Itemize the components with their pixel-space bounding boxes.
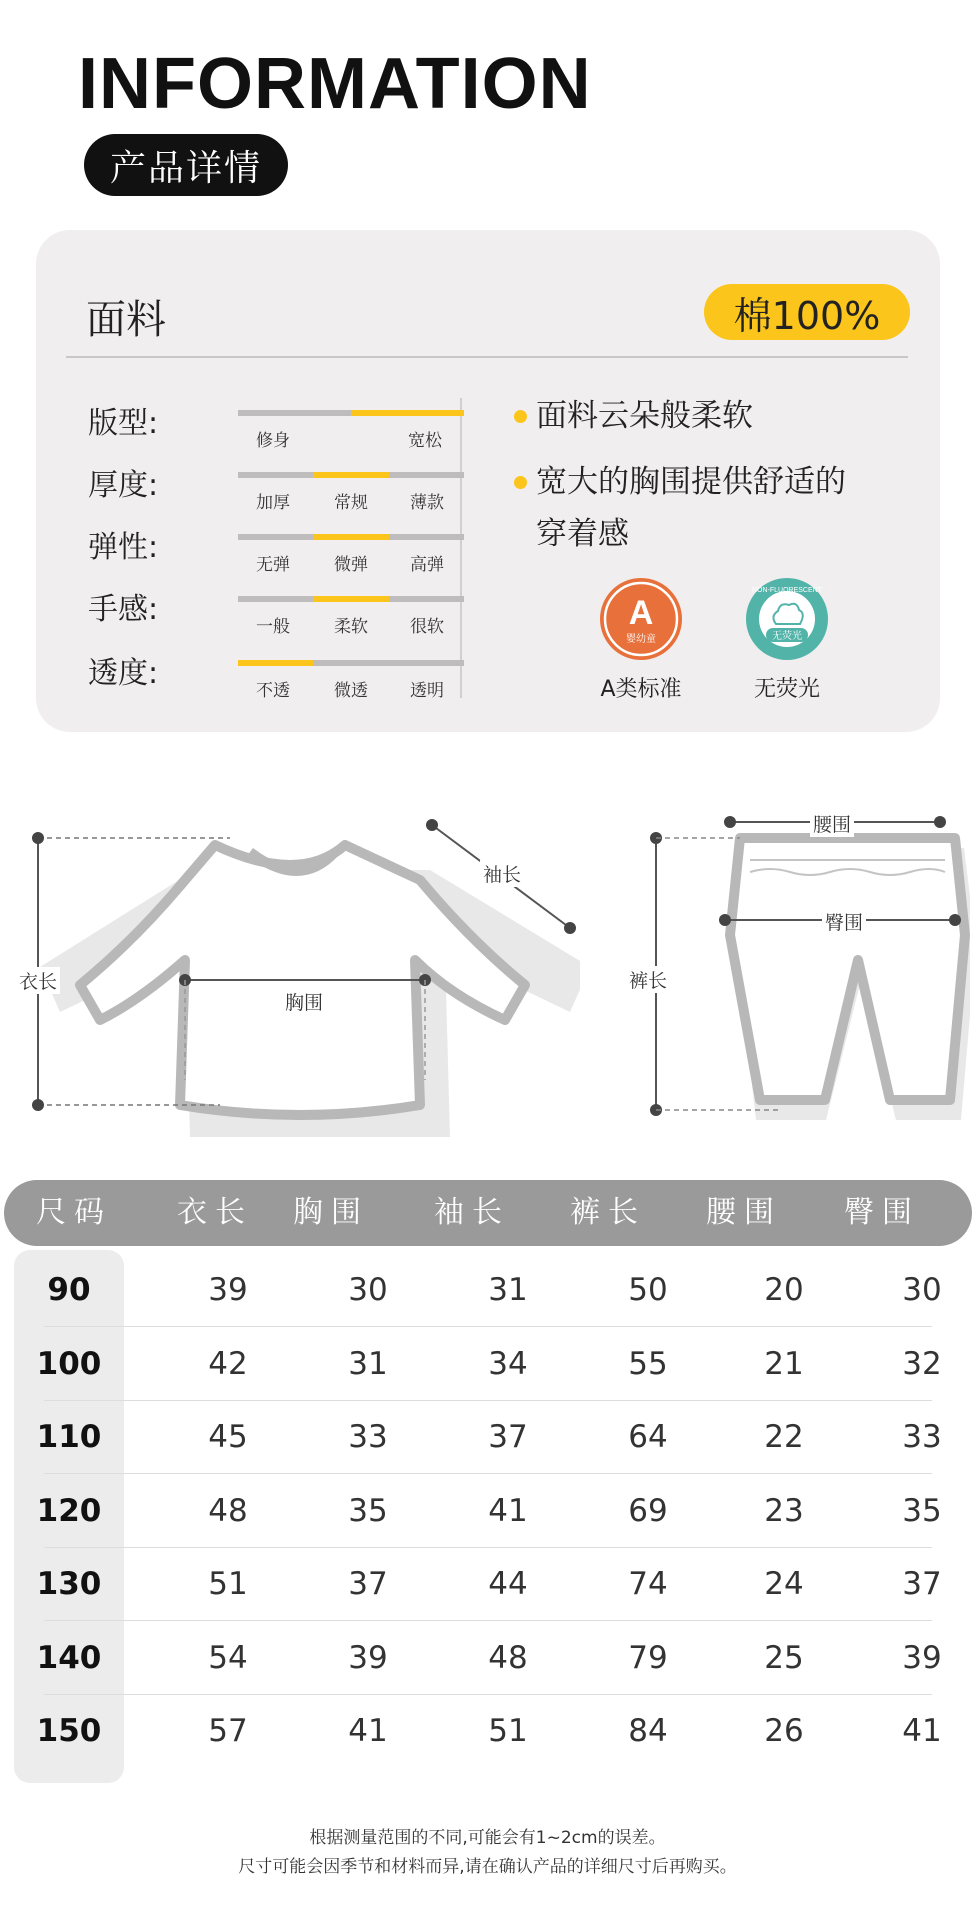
footnote: 根据测量范围的不同,可能会有1~2cm的误差。 xyxy=(309,1828,666,1848)
scale-segment xyxy=(238,534,313,540)
attribute-option: 无弹 xyxy=(256,555,290,575)
table-cell: 37 xyxy=(902,1566,942,1602)
badge-letter: A xyxy=(628,594,654,632)
size-cell: 150 xyxy=(36,1713,102,1749)
table-cell: 25 xyxy=(764,1639,804,1676)
table-cell: 41 xyxy=(902,1713,942,1749)
size-cell: 130 xyxy=(36,1566,102,1602)
table-row xyxy=(20,1475,942,1548)
attribute-options xyxy=(238,484,464,513)
attribute-transparency xyxy=(88,648,444,708)
scale-segment xyxy=(238,660,313,666)
scale-segment xyxy=(295,410,352,416)
attribute-option: 加厚 xyxy=(256,493,290,513)
table-cell: 21 xyxy=(764,1345,804,1382)
attribute-option: 宽松 xyxy=(408,431,442,451)
table-cell: 39 xyxy=(348,1639,388,1676)
table-cell: 79 xyxy=(628,1639,668,1676)
table-row xyxy=(20,1401,942,1474)
table-cell: 22 xyxy=(764,1419,804,1455)
cert-non-fluorescent xyxy=(722,578,852,703)
column-header: 胸围 xyxy=(293,1195,369,1230)
attribute-feel xyxy=(88,584,444,644)
bullet-dot xyxy=(514,476,527,489)
table-cell: 69 xyxy=(628,1492,668,1529)
scale-segment xyxy=(313,472,388,478)
scale-segment xyxy=(351,410,408,416)
shirt-sleeve-label: 袖长 xyxy=(480,860,524,887)
attribute-options xyxy=(238,422,464,451)
attribute-name: 手感: xyxy=(88,592,159,627)
attribute-option: 薄款 xyxy=(410,493,444,513)
attribute-name: 弹性: xyxy=(88,530,159,565)
scale-segment xyxy=(389,534,464,540)
table-cell: 30 xyxy=(348,1272,388,1308)
column-header: 臀围 xyxy=(844,1195,920,1230)
pants-hip-label: 臀围 xyxy=(822,908,866,935)
size-cell: 120 xyxy=(36,1492,102,1529)
size-table-header xyxy=(4,1180,972,1246)
table-cell: 23 xyxy=(764,1492,804,1529)
column-header: 袖长 xyxy=(434,1195,510,1230)
table-cell: 30 xyxy=(902,1272,942,1308)
table-row xyxy=(20,1548,942,1621)
attribute-option: 很软 xyxy=(410,617,444,637)
table-cell: 24 xyxy=(764,1566,804,1602)
table-cell: 37 xyxy=(348,1566,388,1602)
attribute-scale xyxy=(238,596,464,602)
attribute-option: 常规 xyxy=(334,493,368,513)
scale-segment xyxy=(408,410,465,416)
scale-segment xyxy=(238,410,295,416)
badge-text: 无荧光 xyxy=(772,631,802,642)
scale-segment xyxy=(389,660,464,666)
fabric-label: 面料 xyxy=(86,297,166,343)
table-row xyxy=(20,1254,942,1327)
scale-segment xyxy=(389,596,464,602)
attribute-scale xyxy=(238,410,464,416)
cert-label: A类标准 xyxy=(600,677,682,702)
table-cell: 39 xyxy=(902,1639,942,1676)
column-header: 腰围 xyxy=(706,1195,782,1230)
table-cell: 48 xyxy=(208,1492,248,1529)
fabric-card xyxy=(36,230,940,732)
table-cell: 34 xyxy=(488,1345,528,1382)
attribute-option: 柔软 xyxy=(334,617,368,637)
feature-item xyxy=(536,456,846,560)
shirt-measurement-diagram xyxy=(0,780,580,1150)
table-cell: 35 xyxy=(348,1492,388,1529)
scale-segment xyxy=(313,660,388,666)
cert-a-class xyxy=(576,578,706,703)
pants-length-label: 裤长 xyxy=(626,966,670,993)
table-cell: 42 xyxy=(208,1345,248,1382)
size-cell: 100 xyxy=(36,1345,102,1382)
scale-segment xyxy=(389,472,464,478)
badge-text: 婴幼童 xyxy=(626,634,656,645)
attribute-scale xyxy=(238,472,464,478)
attribute-elasticity xyxy=(88,522,444,582)
attribute-fit xyxy=(88,398,442,458)
attribute-options xyxy=(238,546,464,575)
cert-label: 无荧光 xyxy=(753,677,820,702)
feature-text: 穿着感 xyxy=(536,516,629,552)
badge-ring-text: NON-FLUORESCENT xyxy=(751,587,823,594)
attribute-option: 修身 xyxy=(256,431,290,451)
footnote: 尺寸可能会因季节和材料而异,请在确认产品的详细尺寸后再购买。 xyxy=(238,1857,737,1877)
attribute-name: 厚度: xyxy=(88,468,159,503)
table-row xyxy=(20,1328,942,1401)
scale-segment xyxy=(238,472,313,478)
table-cell: 51 xyxy=(208,1566,248,1602)
table-cell: 50 xyxy=(628,1272,668,1308)
attribute-options xyxy=(238,672,464,701)
table-cell: 37 xyxy=(488,1419,528,1455)
column-header: 裤长 xyxy=(570,1195,646,1230)
table-cell: 44 xyxy=(488,1566,528,1602)
table-cell: 48 xyxy=(488,1639,528,1676)
table-cell: 64 xyxy=(628,1419,668,1455)
pants-measurement-diagram xyxy=(600,780,970,1150)
attribute-scale xyxy=(238,660,464,666)
column-header: 尺码 xyxy=(36,1195,112,1230)
table-cell: 20 xyxy=(764,1272,804,1308)
feature-item xyxy=(536,390,753,442)
table-row xyxy=(20,1695,942,1768)
section-subtitle: 产品详情 xyxy=(84,134,288,196)
size-cell: 110 xyxy=(36,1419,102,1455)
table-cell: 41 xyxy=(488,1492,528,1529)
table-cell: 84 xyxy=(628,1713,668,1749)
card-divider xyxy=(66,356,908,358)
attribute-thickness xyxy=(88,460,444,520)
size-cell: 140 xyxy=(36,1639,102,1676)
column-header: 衣长 xyxy=(177,1195,253,1230)
non-fluorescent-cotton-icon xyxy=(746,578,828,660)
attribute-option: 不透 xyxy=(256,681,290,701)
scale-segment xyxy=(313,534,388,540)
attribute-option: 微弹 xyxy=(334,555,368,575)
table-cell: 26 xyxy=(764,1713,804,1749)
bullet-dot xyxy=(514,410,527,423)
table-cell: 57 xyxy=(208,1713,248,1749)
table-cell: 41 xyxy=(348,1713,388,1749)
attribute-option: 高弹 xyxy=(410,555,444,575)
table-cell: 45 xyxy=(208,1419,248,1455)
attribute-options xyxy=(238,608,464,637)
table-cell: 33 xyxy=(902,1419,942,1455)
attribute-option: 一般 xyxy=(256,617,290,637)
table-cell: 55 xyxy=(628,1345,668,1382)
attribute-name: 透度: xyxy=(88,656,159,691)
table-cell: 51 xyxy=(488,1713,528,1749)
feature-text: 面料云朵般柔软 xyxy=(536,398,753,434)
shirt-length-label: 衣长 xyxy=(16,967,60,994)
scale-segment xyxy=(238,596,313,602)
feature-text: 宽大的胸围提供舒适的 xyxy=(536,464,846,500)
table-row xyxy=(20,1622,942,1695)
scale-segment xyxy=(313,596,388,602)
table-cell: 31 xyxy=(348,1345,388,1382)
table-cell: 39 xyxy=(208,1272,248,1308)
table-cell: 74 xyxy=(628,1566,668,1602)
composition-badge: 棉100% xyxy=(704,284,910,340)
table-cell: 33 xyxy=(348,1419,388,1455)
table-cell: 31 xyxy=(488,1272,528,1308)
table-cell: 32 xyxy=(902,1345,942,1382)
attribute-name: 版型: xyxy=(88,406,159,441)
attribute-option: 透明 xyxy=(410,681,444,701)
pants-waist-label: 腰围 xyxy=(810,810,854,837)
table-cell: 54 xyxy=(208,1639,248,1676)
page-title: INFORMATION xyxy=(78,44,592,124)
shirt-chest-label: 胸围 xyxy=(282,988,326,1015)
size-cell: 90 xyxy=(47,1272,91,1308)
attribute-option: 微透 xyxy=(334,681,368,701)
attribute-scale xyxy=(238,534,464,540)
a-class-badge-icon xyxy=(600,578,682,660)
table-cell: 35 xyxy=(902,1492,942,1529)
